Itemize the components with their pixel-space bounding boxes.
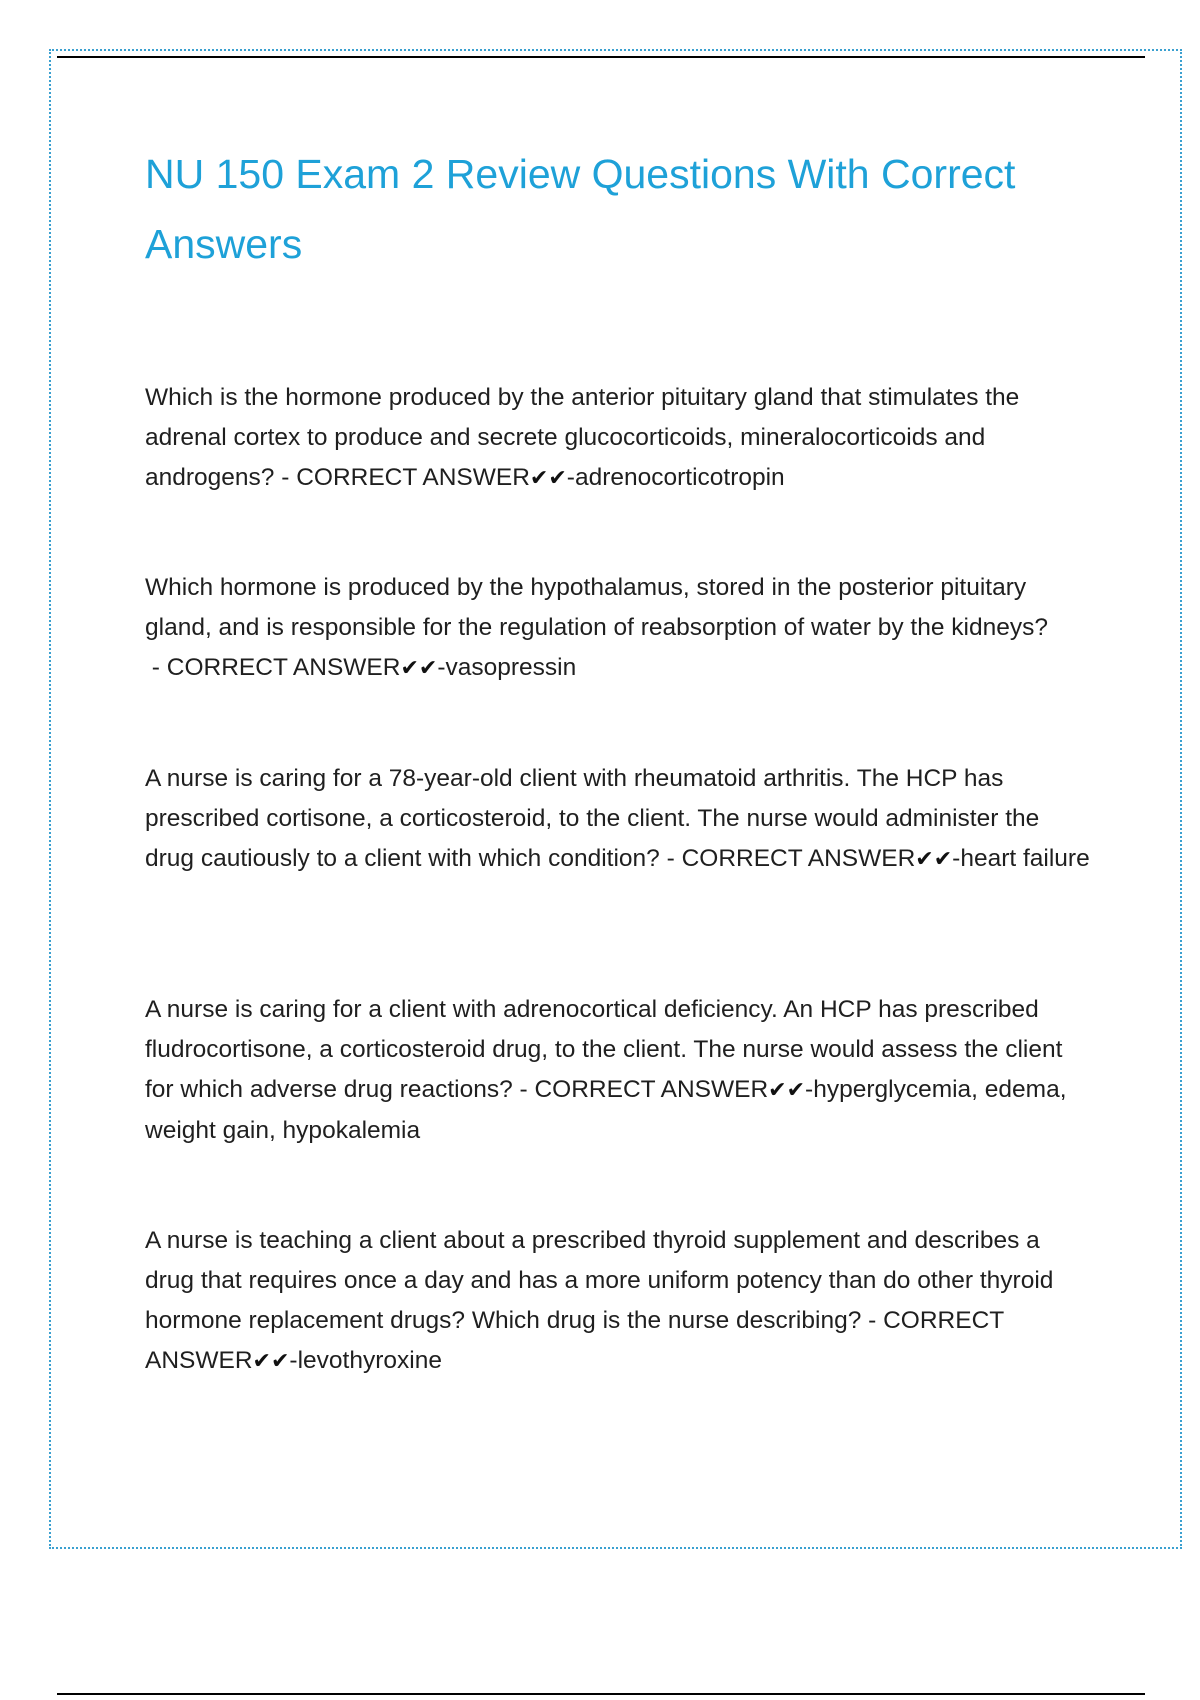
qa-item-2	[145, 568, 1095, 689]
answer-prefix: -	[566, 464, 575, 491]
answer-prefix: -	[952, 845, 961, 872]
qa-item-5	[145, 1221, 1095, 1382]
document-title: NU 150 Exam 2 Review Questions With Correct Answers	[145, 151, 1016, 267]
question-text: Which is the hormone produced by the anterior pituitary gland that stimulates the adrenal cortex to produce and secrete glucocorticoids, mineralocorticoids and androgens?	[145, 384, 1020, 491]
footer-rule	[57, 1693, 1145, 1695]
answer-prefix: -	[289, 1347, 298, 1374]
answer-text: levothyroxine	[297, 1347, 442, 1374]
separator: -	[145, 654, 167, 681]
answer-text: adrenocorticotropin	[574, 464, 785, 491]
separator: -	[659, 845, 682, 872]
qa-item-1	[145, 378, 1095, 499]
question-text: A nurse is teaching a client about a prescribed thyroid supplement and describes a drug that requires once a day and has a more uniform potency than do other thyroid hormone replacement drugs? Which drug is the nurse describing?	[145, 1227, 1054, 1334]
question-text: A nurse is caring for a client with adrenocortical deficiency. An HCP has prescribed fludrocortisone, a corticosteroid drug, to the client. The nurse would assess the client for which adverse drug reactions?	[145, 996, 1063, 1103]
answer-label: CORRECT ANSWER	[296, 464, 530, 491]
question-text: Which hormone is produced by the hypothalamus, stored in the posterior pituitary gland, and is responsible for the regulation of reabsorption of water by the kidneys?	[145, 574, 1048, 641]
answer-text: hyperglycemia, edema, weight gain, hypokalemia	[145, 1076, 1067, 1144]
double-check-icon: ✔✔	[529, 466, 567, 491]
qa-item-4	[145, 990, 1095, 1151]
answer-prefix: -	[805, 1076, 814, 1103]
double-check-icon: ✔✔	[768, 1078, 806, 1103]
separator: -	[512, 1076, 535, 1103]
double-check-icon: ✔✔	[252, 1349, 290, 1374]
answer-label: CORRECT ANSWER	[145, 1307, 1004, 1374]
answer-label: CORRECT ANSWER	[166, 654, 401, 681]
separator: -	[274, 464, 297, 491]
answer-label: CORRECT ANSWER	[681, 845, 916, 872]
answer-prefix: -	[437, 654, 446, 681]
double-check-icon: ✔✔	[915, 847, 953, 872]
double-check-icon: ✔✔	[400, 656, 438, 681]
answer-label: CORRECT ANSWER	[534, 1076, 769, 1103]
answer-text: vasopressin	[445, 654, 577, 681]
answer-text: heart failure	[960, 845, 1090, 872]
question-text: A nurse is caring for a 78-year-old client with rheumatoid arthritis. The HCP has prescribed cortisone, a corticosteroid, to the client. The nurse would administer the drug cautiously to a client with which condition?	[145, 765, 1040, 872]
qa-item-3	[145, 759, 1095, 880]
header-rule	[57, 56, 1145, 58]
separator: -	[861, 1307, 884, 1334]
